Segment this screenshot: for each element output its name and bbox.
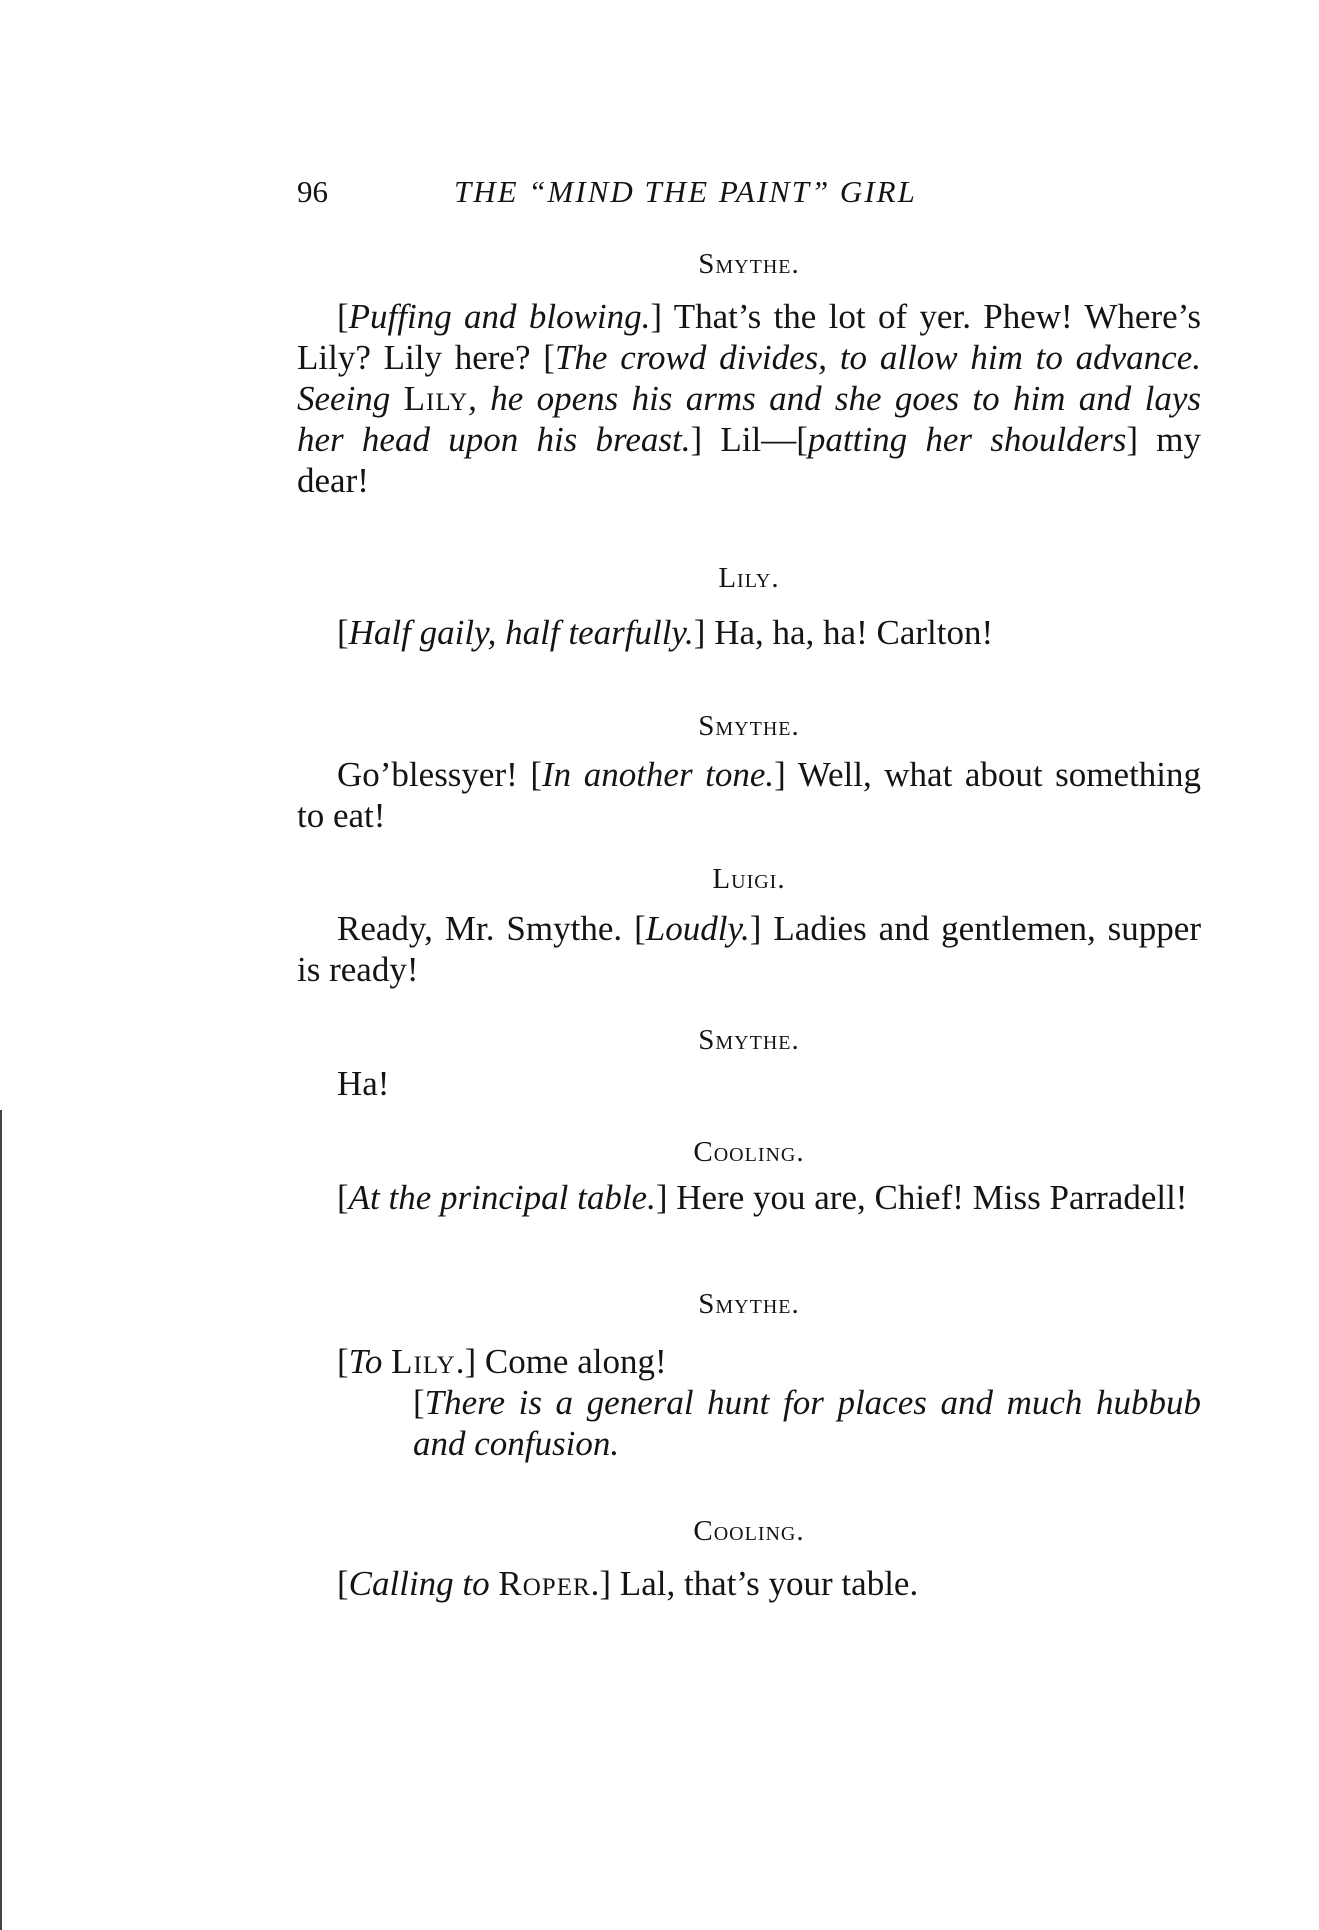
page-number: 96 bbox=[297, 174, 328, 209]
dialogue-paragraph: Ready, Mr. Smythe. [Loudly.] Ladies and gentlemen, supper is ready! bbox=[297, 909, 1201, 989]
page-edge-rule bbox=[0, 1110, 2, 1930]
speaker-lily: Lily. bbox=[718, 562, 780, 594]
running-title: THE “MIND THE PAINT” GIRL bbox=[454, 174, 917, 209]
speaker-smythe: Smythe. bbox=[698, 248, 800, 280]
dialogue-paragraph: [To Lily.] Come along! bbox=[337, 1342, 667, 1381]
dialogue-paragraph: Ha! bbox=[337, 1064, 390, 1103]
speaker-cooling: Cooling. bbox=[693, 1515, 805, 1547]
speaker-smythe: Smythe. bbox=[698, 1288, 800, 1320]
running-header bbox=[297, 172, 1197, 212]
dialogue-paragraph: [At the principal table.] Here you are, Chief! Miss Parradell! bbox=[337, 1178, 1188, 1217]
speaker-smythe: Smythe. bbox=[698, 710, 800, 742]
speaker-luigi: Luigi. bbox=[712, 863, 786, 895]
dialogue-paragraph: Go’blessyer! [In another tone.] Well, what about something to eat! bbox=[297, 755, 1202, 835]
stage-direction: [There is a general hunt for places and much hubbub and confusion. bbox=[413, 1383, 1201, 1463]
dialogue-paragraph: [Half gaily, half tearfully.] Ha, ha, ha! Carlton! bbox=[337, 613, 994, 652]
dialogue-paragraph: [Puffing and blowing.] That’s the lot of yer. Phew! Where’s Lily? Lily here? [The crowd divides, to allow him to advance. Seeing Lily, he opens his arms and she goes to him and lays her head upon his breast.] Lil—[patting her shoulders] my dear! bbox=[297, 297, 1201, 500]
speaker-cooling: Cooling. bbox=[693, 1136, 805, 1168]
speaker-smythe: Smythe. bbox=[698, 1024, 800, 1056]
dialogue-paragraph: [Calling to Roper.] Lal, that’s your table. bbox=[337, 1564, 919, 1603]
